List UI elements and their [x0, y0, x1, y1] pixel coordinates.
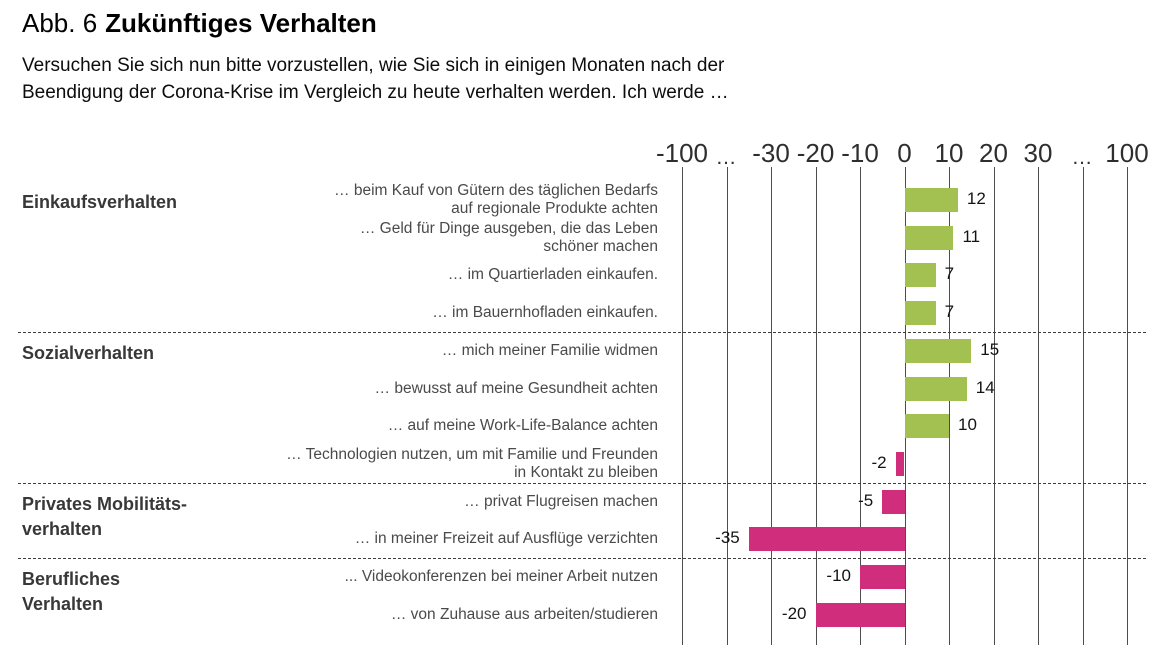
bar — [905, 377, 967, 401]
item-label-line: … mich meiner Familie widmen — [441, 341, 658, 359]
group-label — [22, 567, 120, 617]
gridline — [1038, 167, 1039, 645]
bar — [905, 414, 950, 438]
gridline — [771, 167, 772, 645]
group-label-line: Berufliches — [22, 569, 121, 589]
gridline — [1127, 167, 1128, 645]
axis-tick-label: -30 — [752, 138, 790, 168]
bar — [860, 565, 905, 589]
item-label-line: auf regionale Produkte achten — [451, 200, 658, 217]
item-label-line: … Technologien nutzen, um mit Familie und Freunden — [286, 445, 658, 463]
item-label — [0, 368, 658, 410]
value-label: 7 — [944, 302, 955, 322]
gridline — [1083, 167, 1084, 645]
value-label: 11 — [962, 226, 981, 246]
item-label-line: … von Zuhause aus arbeiten/studieren — [390, 605, 658, 623]
item-label-line: schöner machen — [543, 237, 658, 255]
axis-tick-label: 20 — [979, 138, 1008, 168]
item-label — [0, 292, 658, 334]
value-label: 12 — [966, 189, 986, 208]
gridline — [682, 167, 683, 645]
item-label-line: … Geld für Dinge ausgeben, die das Leben — [359, 219, 658, 237]
bar — [905, 301, 936, 325]
group-label-line: Privates Mobilitäts- — [22, 493, 188, 514]
group-label — [22, 190, 177, 215]
item-label-line: … beim Kauf von Gütern des täglichen Bedarfs — [334, 182, 658, 199]
item-label-line: … im Bauernhofladen einkaufen. — [432, 304, 658, 322]
value-label: -20 — [781, 603, 807, 623]
axis-tick-label: -10 — [841, 138, 879, 168]
axis-tick-label: … — [715, 146, 738, 169]
group-label-line: Einkaufsverhalten — [22, 192, 178, 212]
group-label-line: verhalten — [22, 518, 103, 539]
bar — [905, 226, 954, 250]
value-label: -5 — [858, 490, 874, 510]
group-label-line: Verhalten — [22, 594, 104, 614]
figure-title-text: Zukünftiges Verhalten — [105, 8, 377, 38]
value-label: -2 — [871, 452, 887, 472]
item-label-line: in Kontakt zu bleiben — [514, 463, 658, 481]
item-label — [0, 217, 658, 259]
item-label — [0, 405, 658, 447]
axis-tick-label: 30 — [1023, 138, 1053, 168]
group-label — [22, 492, 187, 542]
group-label-line: Sozialverhalten — [22, 342, 155, 363]
axis-tick-label: -100 — [655, 138, 709, 168]
subtitle-line-2: Beendigung der Corona-Krise im Vergleich zu heute verhalten werden. Ich werde … — [22, 82, 729, 103]
item-label-line: ... Videokonferenzen bei meiner Arbeit nutzen — [344, 568, 658, 585]
value-label: 14 — [975, 377, 995, 397]
item-label-line: … in meiner Freizeit auf Ausflüge verzichten — [354, 530, 658, 548]
bar — [905, 263, 936, 287]
gridline — [816, 167, 817, 645]
item-label — [0, 254, 658, 296]
value-label: 10 — [958, 415, 977, 435]
bar — [816, 603, 905, 627]
value-label: -35 — [715, 528, 740, 548]
value-label: 15 — [980, 339, 1000, 359]
item-label-line: … im Quartierladen einkaufen. — [447, 266, 658, 284]
group-label — [22, 341, 154, 366]
axis-tick-label: 100 — [1105, 138, 1149, 168]
axis-tick-label: -20 — [796, 138, 835, 168]
axis-tick-label: 10 — [934, 138, 964, 168]
gridline — [727, 167, 728, 645]
axis-tick-label: 0 — [897, 138, 912, 168]
axis-tick-label: … — [1071, 146, 1094, 169]
item-label-line: … auf meine Work-Life-Balance achten — [387, 417, 658, 435]
bar — [896, 452, 905, 476]
bar — [882, 490, 904, 514]
value-label: -10 — [826, 566, 851, 585]
item-label-line: … bewusst auf meine Gesundheit achten — [374, 379, 658, 397]
bar — [905, 339, 972, 363]
figure-number: Abb. 6 — [22, 8, 98, 38]
value-label: 7 — [944, 264, 955, 284]
item-label-line: … privat Flugreisen machen — [464, 492, 658, 510]
subtitle-line-1: Versuchen Sie sich nun bitte vorzustellen, wie Sie sich in einigen Monaten nach der — [22, 55, 725, 76]
item-label — [0, 443, 658, 485]
bar — [905, 188, 958, 212]
gridline — [994, 167, 995, 645]
bar — [749, 527, 905, 551]
